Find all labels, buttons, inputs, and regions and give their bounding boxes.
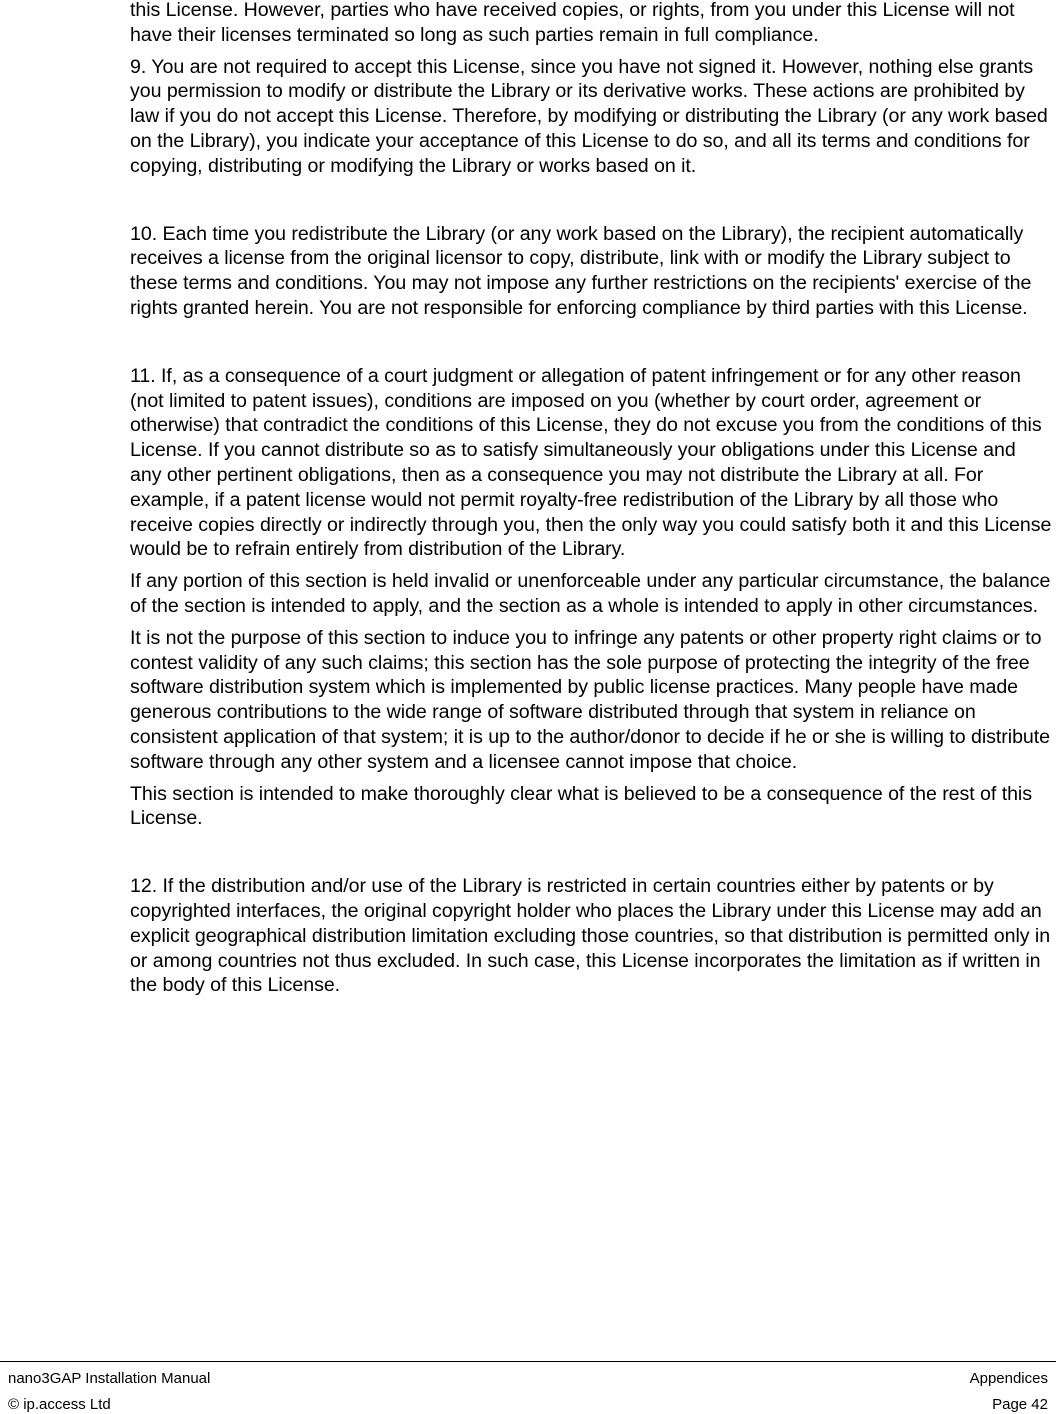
footer-copyright: © ip.access Ltd [8,1396,111,1413]
paragraph-section-11-clarification: This section is intended to make thoroughly clear what is believed to be a consequence of the rest of this License. [130,782,1032,830]
license-text-body [130,0,1052,998]
footer-document-title: nano3GAP Installation Manual [8,1370,211,1387]
paragraph-compliance-continuation: this License. However, parties who have received copies, or rights, from you under this License will not have their licenses terminated so long as such parties remain in full compliance. [130,0,1015,46]
footer-divider [0,1361,1056,1362]
paragraph-section-12: 12. If the distribution and/or use of the Library is restricted in certain countries either by patents or by copyrighted interfaces, the original copyright holder who places the Library under this License may add an explicit geographical distribution limitation excluding those countries, so that distribution is permitted only in or among countries not thus excluded. In such case, this License incorporates the limitation as if written in the body of this License. [130,875,1051,997]
footer-page-number: Page 42 [992,1396,1048,1413]
footer-row-top [8,1370,1048,1388]
paragraph-section-9: 9. You are not required to accept this License, since you have not signed it. However, nothing else grants you permission to modify or distribute the Library or its derivative works. These actions are prohibited by law if you do not accept this License. Therefore, by modifying or distributing the Library (or any work based on the Library), you indicate your acceptance of this License to do so, and all its terms and conditions for copying, distributing or modifying the Library or works based on it. [130,55,1048,177]
footer-row-bottom [8,1396,1048,1414]
paragraph-section-11-invalid-portion: If any portion of this section is held invalid or unenforceable under any particular circumstance, the balance of the section is intended to apply, and the section as a whole is intended to apply in other circumstances. [130,570,1051,617]
paragraph-section-10: 10. Each time you redistribute the Library (or any work based on the Library), the recipient automatically receives a license from the original licensor to copy, distribute, link with or modify the Library subject to these terms and conditions. You may not impose any further restrictions on the recipients' exercise of the rights granted herein. You are not responsible for enforcing compliance by third parties with this License. [130,222,1032,319]
footer-section-name: Appendices [969,1370,1048,1387]
paragraph-section-11-purpose: It is not the purpose of this section to induce you to infringe any patents or other property right claims or to contest validity of any such claims; this section has the sole purpose of protecting the integrity of the free software distribution system which is implemented by public license practices. Many people have made generous contributions to the wide range of software distributed through that system in reliance on consistent application of that system; it is up to the author/donor to decide if he or she is willing to distribute software through any other system and a licensee cannot impose that choice. [130,626,1051,773]
paragraph-section-11: 11. If, as a consequence of a court judgment or allegation of patent infringement or for any other reason (not limited to patent issues), conditions are imposed on you (whether by court order, agreement or otherwise) that contradict the conditions of this License, they do not excuse you from the conditions of this License. If you cannot distribute so as to satisfy simultaneously your obligations under this License and any other pertinent obligations, then as a consequence you may not distribute the Library at all. For example, if a patent license would not permit royalty-free redistribution of the Library by all those who receive copies directly or indirectly through you, then the only way you could satisfy both it and this License would be to refrain entirely from distribution of the Library. [130,364,1052,561]
